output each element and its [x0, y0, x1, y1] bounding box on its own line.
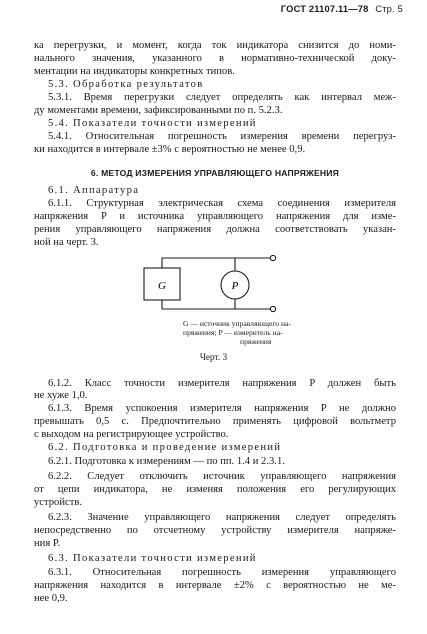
section-heading-5-3: 5.3. Обработка результатов	[48, 79, 204, 90]
wire-bottom	[162, 300, 270, 309]
section-heading-5-4: 5.4. Показатели точности измерений	[48, 118, 257, 129]
text-line: напряжения P и источника управляющего напряжения для изме-	[34, 211, 396, 222]
figure-label: Черт. 3	[199, 353, 228, 363]
text-line: ду моментами времени, зафиксированными по п. 5.2.3.	[34, 105, 283, 116]
figure-caption-line: G — источник управляющего на-	[183, 319, 291, 328]
text-line: ния P.	[34, 538, 61, 549]
text-line: не хуже 1,0.	[34, 390, 88, 401]
text-line: нального значения, указанного в нормативно-технической доку-	[34, 53, 396, 64]
text-line: 6.2.2. Следует отключить источник управляющего напряжения	[48, 471, 396, 482]
figure-caption-line: пряжения	[240, 337, 272, 346]
source-symbol: G	[158, 280, 166, 292]
terminal-top	[270, 255, 275, 260]
text-line: непосредственно по отсчетному устройству измерителя напряже-	[34, 525, 396, 536]
meter-symbol: P	[231, 280, 239, 292]
section-title-6: 6. МЕТОД ИЗМЕРЕНИЯ УПРАВЛЯЮЩЕГО НАПРЯЖЕНИЯ	[90, 168, 340, 178]
section-heading-6-2: 6.2. Подготовка и проведение измерений	[48, 442, 282, 453]
section-heading-6-1: 6.1. Аппаратура	[48, 185, 140, 196]
text-line: 5.4.1. Относительная погрешность измерения времени перегруз-	[48, 131, 396, 142]
text-line: ментации на индикаторы конкретных типов.	[34, 66, 235, 77]
figure-caption-line: пряжения; P — измеритель на-	[183, 328, 283, 337]
text-line: нее 0,9.	[34, 593, 68, 604]
text-line: превышать 0,5 с. Предпочтительно применять цифровой вольтметр	[34, 416, 396, 427]
text-line: 6.3.1. Относительная погрешность измерения управляющего	[48, 567, 396, 578]
text-line: 6.1.2. Класс точности измерителя напряжения P должен быть	[48, 378, 396, 389]
text-line: ки находится в интервале ±3% с вероятностью не менее 0,9.	[34, 144, 306, 155]
text-line: 6.1.1. Структурная электрическая схема соединения измерителя	[48, 198, 396, 209]
text-line: с выходом на регистрирующее устройство.	[34, 429, 229, 440]
standard-number: ГОСТ 21107.11—78	[280, 4, 369, 14]
text-line: ной на черт. 3.	[34, 237, 99, 248]
text-line: от цепи индикатора, не изменяя положения его регулирующих	[34, 484, 396, 495]
text-line: 6.2.3. Значение управляющего напряжения следует определять	[48, 512, 396, 523]
text-line: рения управляющего напряжения должна соответствовать указан-	[34, 224, 396, 235]
text-line: напряжения находится в интервале ±2% с вероятностью не ме-	[34, 580, 396, 591]
text-line: 6.2.1. Подготовка к измерениям — по пп. 1.4 и 2.3.1.	[48, 456, 285, 467]
text-line: 6.1.3. Время успокоения измерителя напряжения P не должно	[48, 403, 396, 414]
page-number: Стр. 5	[375, 4, 403, 14]
section-heading-6-3: 6.3. Показатели точности измерений	[48, 553, 257, 564]
text-line: ка перегрузки, и момент, когда ток индикатора снизится до номи-	[34, 40, 396, 51]
wire-top	[162, 258, 270, 268]
text-line: 5.3.1. Время перегрузки следует определять как интервал меж-	[48, 92, 396, 103]
text-line: устройств.	[34, 497, 83, 508]
terminal-bottom	[270, 306, 275, 311]
